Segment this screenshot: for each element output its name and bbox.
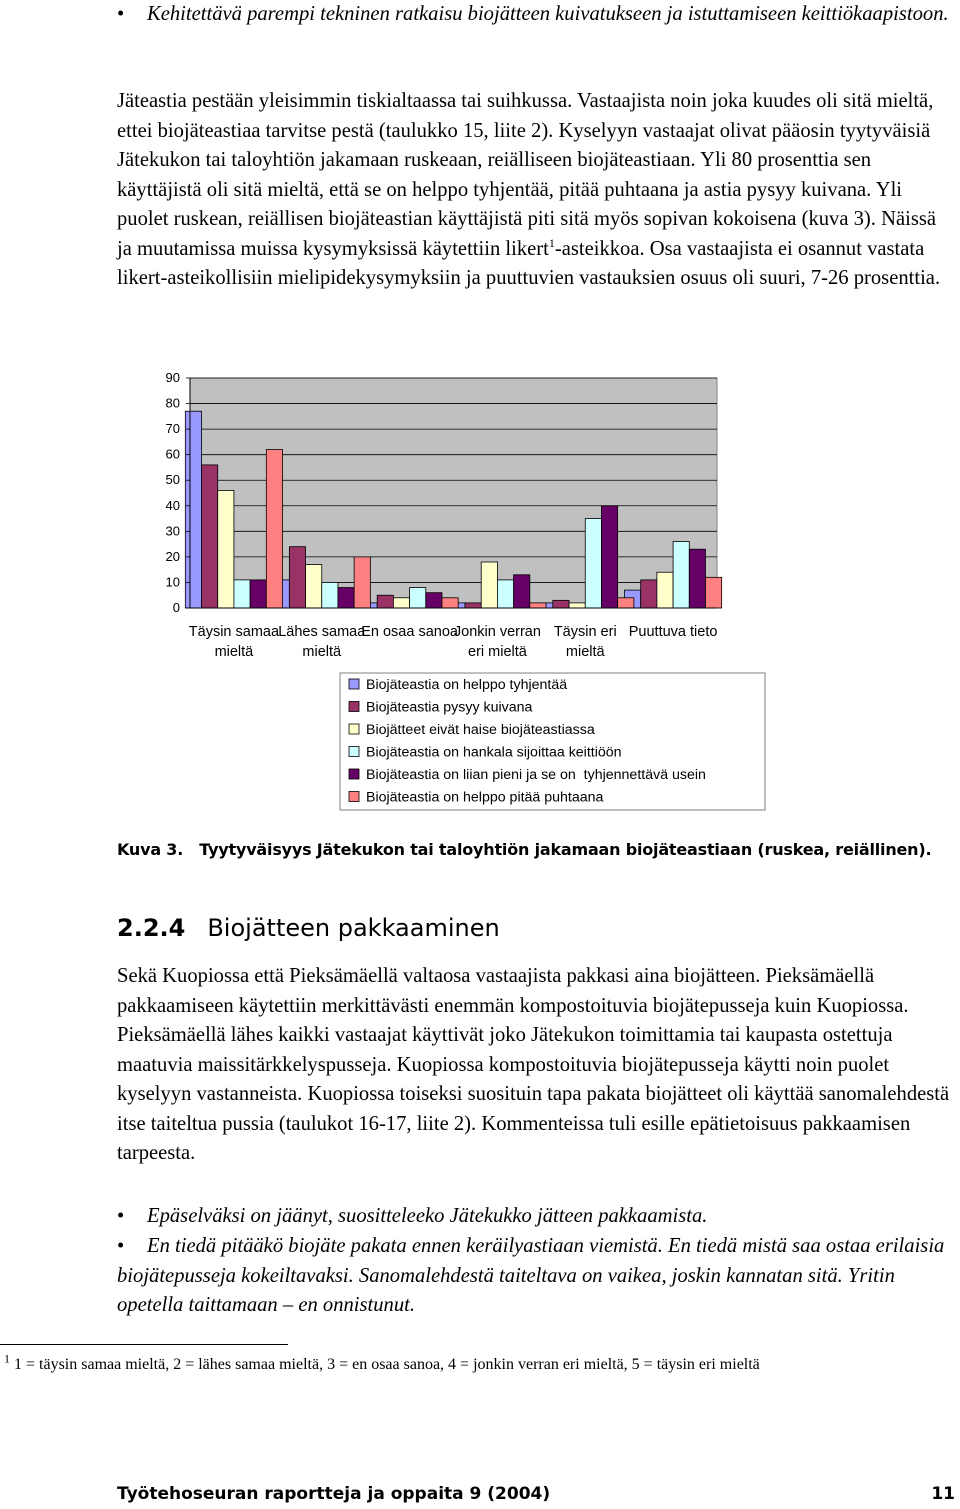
page-footer — [117, 1484, 955, 1504]
figure-caption-text: Tyytyväisyys Jätekukon tai taloyhtiön jakamaan biojäteastiaan (ruskea, reiällinen). — [199, 840, 932, 859]
x-category-label — [554, 624, 617, 660]
bar — [266, 450, 282, 608]
bar — [553, 600, 569, 608]
legend-swatch — [349, 679, 359, 689]
paragraph-sentence: Kyselyyn vastaajat olivat pääosin tyytyväisiä Jätekukon tai taloyhtiön jakamaan ruskeaan, reiälliseen biojäteastiaan. Yli 80 prosenttia sen käyttäjistä oli sitä mieltä, että se on helppo tyhjentää, pitää puhtaana ja astia pysyy kuivana. Yli puolet ruskean, reiällisen biojäteastian käyttäjistä piti sitä myös sopivan kokoisena (kuva 3). Näissä ja muutamissa muissa kysymyksissä käytettiin likert — [117, 119, 936, 260]
bar — [585, 519, 601, 608]
bar — [250, 580, 266, 608]
legend-swatch — [349, 769, 359, 779]
bar — [569, 603, 585, 608]
legend-swatch — [349, 702, 359, 712]
bar — [234, 580, 250, 608]
bar — [465, 603, 481, 608]
bar — [377, 595, 393, 608]
legend-label: Biojätteet eivät haise biojäteastiassa — [366, 722, 595, 738]
x-category-label-line: mieltä — [214, 644, 254, 660]
x-category-label — [189, 624, 280, 660]
legend-label: Biojäteastia on helppo pitää puhtaana — [366, 789, 604, 806]
bullet-item — [117, 1202, 955, 1232]
y-tick-label: 50 — [165, 472, 180, 488]
x-category-label-line: En osaa sanoa — [361, 624, 458, 640]
bar — [481, 562, 497, 608]
y-tick-label: 40 — [165, 497, 180, 513]
legend-swatch — [349, 747, 359, 757]
bar — [705, 577, 721, 608]
x-category-label-line: mieltä — [565, 644, 605, 660]
bar — [657, 572, 673, 608]
x-category-label — [454, 624, 541, 660]
paragraph-sentence: Jäteastia pestään yleisimmin tiskialtaassa tai suihkussa. Vastaajista noin joka kuudes oli sitä mieltä, ettei biojäteastiaa tarvitse pestä (taulukko 15, liite 2). — [117, 90, 934, 142]
bar — [393, 598, 409, 608]
legend-swatch — [349, 792, 359, 802]
bullet-item — [117, 1232, 955, 1321]
y-tick-label: 0 — [172, 600, 180, 615]
bar — [673, 542, 689, 608]
y-tick-label: 70 — [165, 421, 180, 437]
bullet-dot: • — [117, 1205, 125, 1227]
bar — [514, 575, 530, 608]
footnote-ref[interactable]: 1 — [548, 235, 555, 250]
bar — [689, 549, 705, 608]
x-category-label-line: eri mieltä — [468, 644, 527, 660]
section-heading — [117, 914, 500, 942]
paragraph-sentence: -asteikkoa. Osa vastaajista ei osannut vastata likert-asteikollisiin mielipidekysymyksiin ja puuttuvien vastauksien osuus oli suuri, 7-26 prosenttia. — [117, 237, 941, 289]
bullet-item — [117, 0, 955, 30]
bar — [530, 603, 546, 608]
satisfaction-bar-chart — [150, 370, 780, 815]
bullet-dot: • — [117, 1235, 125, 1257]
x-category-label — [278, 624, 366, 660]
x-category-label-line: Täysin eri — [553, 624, 617, 640]
bar — [618, 598, 634, 608]
y-tick-label: 30 — [165, 523, 180, 539]
footnote — [4, 1351, 954, 1375]
figure-label: Kuva 3. — [117, 840, 184, 859]
footnote-mark: 1 — [4, 1351, 10, 1366]
bar — [202, 465, 218, 608]
paragraph-text: Sekä Kuopiossa että Pieksämäellä valtaosa vastaajista pakkasi aina biojätteen. Pieksämäellä pakkaamiseen käytettiin merkittävästi enemmän kompostoituvia biojätepusseja kuin Kuopiossa. Pieksämäellä lähes kaikki vastaajat käyttivät joko Jätekukon toimittamia tai kaupasta ostettuja maatuvia maissitärkkelyspusseja. Kuopiossa kompostoituvia biojätepusseja käytti noin puolet kyselyyn vastanneista. Kuopiossa toiseksi suosituin tapa pakata biojätteet oli käyttää sanomalehdestä itse taiteltua pussia (taulukot 16-17, liite 2). Kommenteissa tuli esille epätietoisuus pakkaamisen tarpeesta. — [117, 965, 950, 1164]
x-category-label-line: mieltä — [302, 644, 342, 660]
section-number: 2.2.4 — [117, 914, 186, 942]
bar — [218, 490, 234, 608]
bar — [497, 580, 513, 608]
legend-swatch — [349, 724, 359, 734]
bullet-dot: • — [117, 3, 125, 25]
section-title: Biojätteen pakkaaminen — [207, 914, 500, 942]
y-tick-label: 60 — [165, 446, 180, 462]
x-category-label-line: Lähes samaa — [278, 624, 366, 640]
bar — [426, 593, 442, 608]
y-tick-label: 10 — [165, 574, 180, 590]
bar — [322, 582, 338, 608]
bar — [354, 557, 370, 608]
footnote-divider — [0, 1344, 288, 1345]
bar — [442, 598, 458, 608]
bar — [306, 565, 322, 608]
footer-series-title: Työtehoseuran raportteja ja oppaita 9 (2004) — [117, 1484, 551, 1504]
x-category-label-line: Puuttuva tieto — [628, 624, 718, 640]
bar — [185, 411, 201, 608]
y-tick-label: 90 — [165, 370, 180, 385]
legend-label: Biojäteastia on hankala sijoittaa keittiöön — [366, 744, 622, 761]
bullet-text: Kehitettävä parempi tekninen ratkaisu biojätteen kuivatukseen ja istuttamiseen keittiökaapistoon. — [147, 3, 949, 25]
footnote-text: 1 = täysin samaa mieltä, 2 = lähes samaa mieltä, 3 = en osaa sanoa, 4 = jonkin verran eri mieltä, 5 = täysin eri mieltä — [14, 1356, 760, 1373]
legend-label: Biojäteastia on liian pieni ja se on tyhjennettävä usein — [366, 767, 706, 783]
y-tick-label: 80 — [165, 395, 180, 411]
page-number: 11 — [931, 1484, 955, 1504]
body-paragraph — [117, 962, 955, 1169]
figure-caption — [117, 840, 960, 859]
legend-label: Biojäteastia on helppo tyhjentää — [366, 677, 568, 693]
x-category-label — [361, 624, 459, 640]
bar — [338, 588, 354, 608]
bullet-text: Epäselväksi on jäänyt, suositteleeko Jätekukko jätteen pakkaamista. — [147, 1205, 708, 1227]
bullet-text: En tiedä pitääkö biojäte pakata ennen keräilyastiaan viemistä. En tiedä mistä saa ostaa erilaisia biojätepusseja kokeiltavaksi. Sanomalehdestä taiteltava on vaikea, joskin kannatan sitä. Yritin opetella taittamaan – en onnistunut. — [117, 1235, 945, 1316]
x-category-label-line: Täysin samaa — [188, 624, 280, 640]
y-tick-label: 20 — [165, 548, 180, 564]
bar — [601, 506, 617, 608]
bar — [410, 588, 426, 608]
x-category-label — [629, 624, 718, 640]
body-paragraph — [117, 87, 955, 294]
legend-label: Biojäteastia pysyy kuivana — [366, 699, 533, 716]
bar — [289, 547, 305, 608]
x-category-label-line: Jonkin verran — [453, 624, 541, 640]
bar — [641, 580, 657, 608]
